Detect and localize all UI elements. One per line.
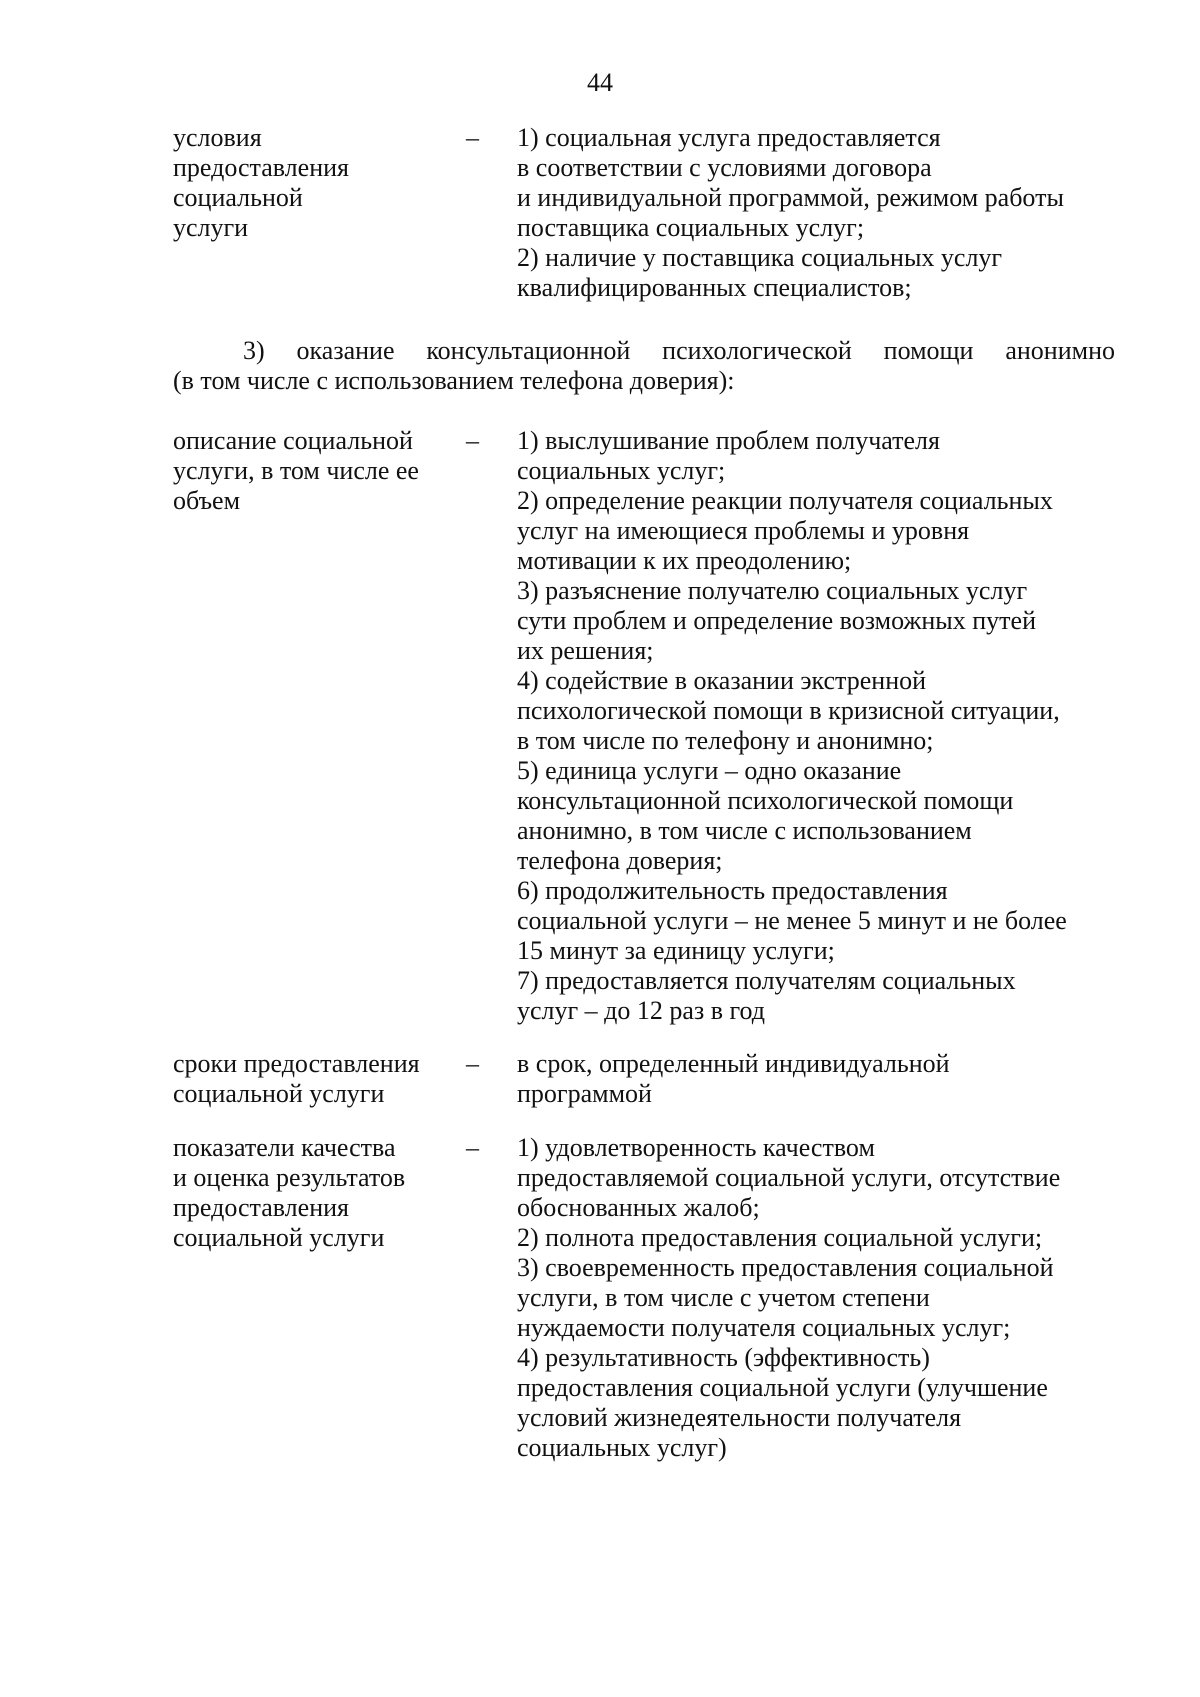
conditions-value-line: 1) социальная услуга предоставляется bbox=[517, 123, 941, 152]
conditions-value-line: поставщика социальных услуг; bbox=[517, 213, 865, 242]
description-value-line: сути проблем и определение возможных путей bbox=[517, 606, 1036, 635]
quality-value-line: социальных услуг) bbox=[517, 1433, 727, 1462]
conditions-label-line: социальной bbox=[173, 183, 303, 212]
description-value-line: 4) содействие в оказании экстренной bbox=[517, 666, 927, 695]
terms-value-line: в срок, определенный индивидуальной bbox=[517, 1049, 950, 1078]
quality-value-line: обоснованных жалоб; bbox=[517, 1193, 760, 1222]
conditions-label-line: условия bbox=[173, 123, 262, 152]
description-label-line: услуги, в том числе ее bbox=[173, 456, 419, 485]
description-label-line: объем bbox=[173, 486, 241, 515]
description-value-line: 3) разъяснение получателю социальных услуг bbox=[517, 576, 1028, 605]
description-value-line: социальных услуг; bbox=[517, 456, 726, 485]
quality-value-line: услуги, в том числе с учетом степени bbox=[517, 1283, 930, 1312]
terms-value-line: программой bbox=[517, 1079, 652, 1108]
quality-value-line: 3) своевременность предоставления социальной bbox=[517, 1253, 1054, 1282]
description-value-line: 6) продолжительность предоставления bbox=[517, 876, 948, 905]
description-value-line: социальной услуги – не менее 5 минут и не более bbox=[517, 906, 1067, 935]
page-number: 44 bbox=[587, 68, 613, 97]
description-value-line: 1) выслушивание проблем получателя bbox=[517, 426, 940, 455]
description-value-line: телефона доверия; bbox=[517, 846, 723, 875]
conditions-value-line: 2) наличие у поставщика социальных услуг bbox=[517, 243, 1003, 272]
conditions-value-line: и индивидуальной программой, режимом работы bbox=[517, 183, 1064, 212]
quality-label-line: и оценка результатов bbox=[173, 1163, 406, 1192]
description-value-line: консультационной психологической помощи bbox=[517, 786, 1014, 815]
paragraph-line: (в том числе с использованием телефона доверия): bbox=[173, 366, 735, 395]
description-label-line: описание социальной bbox=[173, 426, 413, 455]
description-value-line: в том числе по телефону и анонимно; bbox=[517, 726, 934, 755]
description-value-line: их решения; bbox=[517, 636, 654, 665]
conditions-value-line: в соответствии с условиями договора bbox=[517, 153, 932, 182]
quality-dash: – bbox=[466, 1133, 479, 1162]
description-dash: – bbox=[466, 426, 479, 455]
quality-label-line: предоставления bbox=[173, 1193, 349, 1222]
terms-label-line: сроки предоставления bbox=[173, 1049, 420, 1078]
description-value-line: 7) предоставляется получателям социальных bbox=[517, 966, 1016, 995]
description-value-line: услуг – до 12 раз в год bbox=[517, 996, 765, 1025]
quality-value-line: предоставления социальной услуги (улучшение bbox=[517, 1373, 1048, 1402]
description-value-line: анонимно, в том числе с использованием bbox=[517, 816, 972, 845]
description-value-line: услуг на имеющиеся проблемы и уровня bbox=[517, 516, 970, 545]
quality-value-line: нуждаемости получателя социальных услуг; bbox=[517, 1313, 1011, 1342]
terms-label-line: социальной услуги bbox=[173, 1079, 385, 1108]
quality-value-line: предоставляемой социальной услуги, отсутствие bbox=[517, 1163, 1061, 1192]
description-value-line: 15 минут за единицу услуги; bbox=[517, 936, 835, 965]
conditions-label-line: услуги bbox=[173, 213, 249, 242]
description-value-line: психологической помощи в кризисной ситуации, bbox=[517, 696, 1060, 725]
quality-label-line: показатели качества bbox=[173, 1133, 396, 1162]
quality-value-line: 1) удовлетворенность качеством bbox=[517, 1133, 875, 1162]
description-value-line: 2) определение реакции получателя социальных bbox=[517, 486, 1053, 515]
description-value-line: мотивации к их преодолению; bbox=[517, 546, 852, 575]
paragraph-line: 3) оказание консультационной психологической помощи анонимно bbox=[243, 336, 1115, 365]
quality-value-line: 4) результативность (эффективность) bbox=[517, 1343, 930, 1372]
quality-label-line: социальной услуги bbox=[173, 1223, 385, 1252]
conditions-value-line: квалифицированных специалистов; bbox=[517, 273, 912, 302]
quality-value-line: условий жизнедеятельности получателя bbox=[517, 1403, 962, 1432]
conditions-label-line: предоставления bbox=[173, 153, 349, 182]
quality-value-line: 2) полнота предоставления социальной услуги; bbox=[517, 1223, 1043, 1252]
conditions-dash: – bbox=[466, 123, 479, 152]
description-value-line: 5) единица услуги – одно оказание bbox=[517, 756, 902, 785]
terms-dash: – bbox=[466, 1049, 479, 1078]
